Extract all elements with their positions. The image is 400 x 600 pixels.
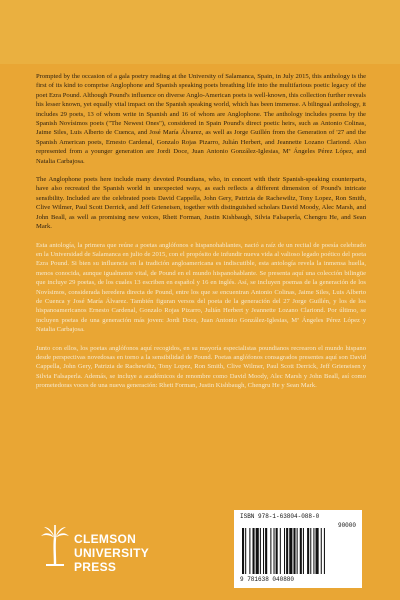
publisher-name (74, 532, 149, 574)
publisher-name-line-3: PRESS (74, 560, 117, 574)
barcode-image (240, 528, 356, 576)
isbn-barcode-box (234, 510, 362, 588)
top-band (0, 0, 400, 64)
publisher-name-line-1: CLEMSON (74, 532, 137, 546)
palm-tree-icon (40, 524, 70, 568)
isbn-label: ISBN 978-1-63804-088-0 (240, 513, 320, 520)
price-code: 90000 (337, 522, 356, 529)
cover-description (36, 72, 366, 400)
spanish-paragraph-1: Esta antología, la primera que reúne a poetas anglófonos e hispanohablantes, nació a raíz de un recital de poesía celebrado en la Universidad de Salamanca en julio de 2015, con el propósito de infundir nueva vida al valioso legado poético del poeta Ezra Pound. Si bien su influencia en la tradición angloamericana es indiscutible, esta antología revela la inmensa huella, menos conocida, aunque igualmente vital, de Pound en el mundo hispanohablante. Se presenta aquí una colección bilingüe que incluye 29 poetas, de los cuales 13 escriben en español y 16 en inglés. Así, se incluyen poemas de la generación de los Novísimos, considerada heredera directa de Pound, entre los que se encuentran Antonio Colinas, Jaime Siles, Luis Alberto de Cuenca y José María Álvarez. También figuran versos del poeta de la generación del 27 Jorge Guillén, y los de los hispanoamericanos Ernesto Cardenal, Gonzalo Rojas Pizarro, Julián Herbert y Jeannette Lozano Clariond. Por último, se incluyen poetas de una generación más joven: Jordi Doce, Juan Antonio González-Iglesias, Mª Ángeles Pérez López y Natalia Carbajosa. (36, 241, 366, 334)
barcode-digits: 9 781638 040880 (240, 576, 295, 583)
publisher-logo (40, 524, 180, 584)
english-paragraph-1: Prompted by the occasion of a gala poetry reading at the University of Salamanca, Spain, in July 2015, this anthology is the first of its kind to comprise Anglophone and Spanish speaking poets breathing life into the multifarious poetic legacy of the poet Ezra Pound. Although Pound's influence on diverse Anglo-American poets is well-known, this collection further reveals his lesser known, yet equally vital impact on the Spanish speaking world, which has been immense. A bilingual anthology, it includes 29 poets, 13 of whom write in Spanish and 16 of whom are Anglophone. The anthology includes poems by the Spanish Novísimos poets ("The Newest Ones"), considered in Spain Pound's direct poetic heirs, such as Antonio Colinas, Jaime Siles, Luis Alberto de Cuenca, and José María Álvarez, as well as Jorge Guillén from the Generation of '27 and the Spanish American poets, Ernesto Cardenal, Gonzalo Rojas Pizarro, Julián Herbert, and Jeannette Lozano Clariond. Also represented from a younger generation are Jordi Doce, Juan Antonio González-Iglesias, Mª Ángeles Pérez López, and Natalia Carbajosa. (36, 73, 366, 165)
english-paragraph-2: The Anglophone poets here include many devoted Poundians, who, in concert with their Spanish-speaking counterparts, have also recreated the Spanish world in unexpected ways, as each reflects a different dimension of Pound's intricate sensibility. Included are the celebrated poets David Cappella, John Gery, Patrizia de Rachewiltz, Tony Lopez, Ron Smith, Clive Wilmer, Paul Scott Derrick, and Jeff Grieneisen, together with distinguished scholars David Moody, Alec Marsh, and John Beall, as well as promising new voices, Rhett Forman, Justin Kishbaugh, Silvia Falsaperla, Chengru He, and Sean Mark. (36, 176, 366, 231)
spanish-paragraph-2: Junto con ellos, los poetas anglófonos aquí recogidos, en su mayoría especialistas poundianos recrearon el mundo hispano desde perspectivas novedosas en torno a la sensibilidad de Pound. Poetas anglófonos consagrados presentes aquí son David Cappella, John Gery, Patrizia de Rachewiltz, Tony Lopez, Ron Smith, Clive Wilmer, Paul Scott Derrick, Jeff Grieneisen y Silvia Falsaperla. Además, se incluye a académicos de renombre como David Moody, Alec Marsh y John Beall, así como prometedoras voces de una nueva generación: Rhett Forman, Justin Kishbaugh, Chengru He y Sean Mark. (36, 344, 366, 390)
publisher-name-line-2: UNIVERSITY (74, 546, 150, 560)
